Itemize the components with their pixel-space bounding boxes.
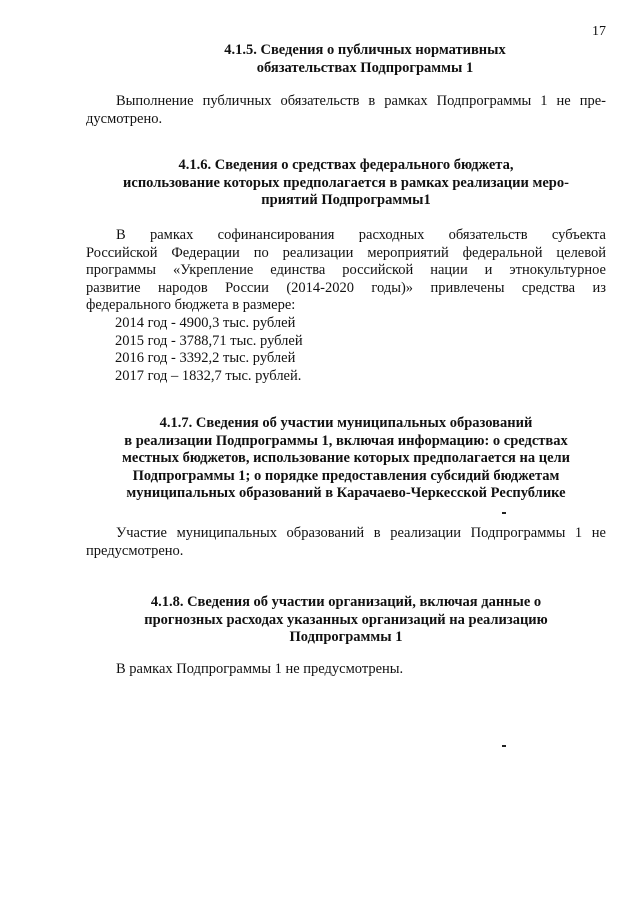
section-4-1-6-heading <box>86 157 606 210</box>
budget-item-2014: 2014 год - 4900,3 тыс. рублей <box>115 315 296 331</box>
body-line: федерального бюджета в размере: <box>86 297 296 313</box>
scan-dash-mark <box>502 512 506 514</box>
heading-line: муниципальных образований в Карачаево-Черкесской Республике <box>126 485 566 501</box>
body-line: развитие народов России (2014-2020 годы)» привлечены средства из <box>86 279 606 296</box>
heading-line: в реализации Подпрограммы 1, включая информацию: о средствах <box>124 432 568 449</box>
body-line: В рамках Подпрограммы 1 не предусмотрены. <box>116 661 404 677</box>
scan-dash-mark <box>502 745 506 747</box>
heading-line: Подпрограммы 1 <box>289 629 403 645</box>
budget-item-2015: 2015 год - 3788,71 тыс. рублей <box>115 332 303 349</box>
budget-item-2016: 2016 год - 3392,2 тыс. рублей <box>115 350 296 366</box>
heading-line: 4.1.8. Сведения об участии организаций, включая данные о <box>150 594 542 610</box>
heading-line: 4.1.5. Сведения о публичных нормативных <box>224 42 506 58</box>
heading-line: прогнозных расходах указанных организаций на реализацию <box>144 611 548 628</box>
body-line: В рамках софинансирования расходных обязательств субъекта <box>116 227 606 243</box>
heading-line: 4.1.7. Сведения об участии муниципальных образований <box>159 415 533 431</box>
body-line: программы «Укрепление единства российской нации и этнокультурное <box>86 262 606 278</box>
section-4-1-5-body <box>86 93 606 128</box>
section-4-1-7-heading <box>86 415 606 503</box>
heading-line: обязательствах Подпрограммы 1 <box>256 59 474 76</box>
section-4-1-6-body <box>86 227 606 315</box>
budget-item-2017: 2017 год – 1832,7 тыс. рублей. <box>115 367 302 384</box>
heading-line: приятий Подпрограммы1 <box>261 192 431 208</box>
body-line: Выполнение публичных обязательств в рамках Подпрограммы 1 не пре- <box>116 93 606 109</box>
section-4-1-8-body <box>86 661 606 679</box>
heading-line: использование которых предполагается в рамках реализации меро- <box>123 174 569 191</box>
heading-line: Подпрограммы 1; о порядке предоставления субсидий бюджетам <box>132 467 560 484</box>
section-4-1-8-heading <box>86 594 606 647</box>
body-line: дусмотрено. <box>86 110 163 127</box>
page-number: 17 <box>592 24 606 39</box>
body-line: Российской Федерации по реализации мероприятий федеральной целевой <box>86 244 606 261</box>
heading-line: 4.1.6. Сведения о средствах федерального бюджета, <box>178 157 514 173</box>
body-line: предусмотрено. <box>86 542 184 559</box>
federal-budget-list <box>115 315 303 385</box>
heading-line: местных бюджетов, использование которых предполагается на цели <box>121 450 571 466</box>
section-4-1-5-heading <box>150 42 580 77</box>
section-4-1-7-body <box>86 525 606 560</box>
body-line: Участие муниципальных образований в реализации Подпрограммы 1 не <box>116 525 606 541</box>
